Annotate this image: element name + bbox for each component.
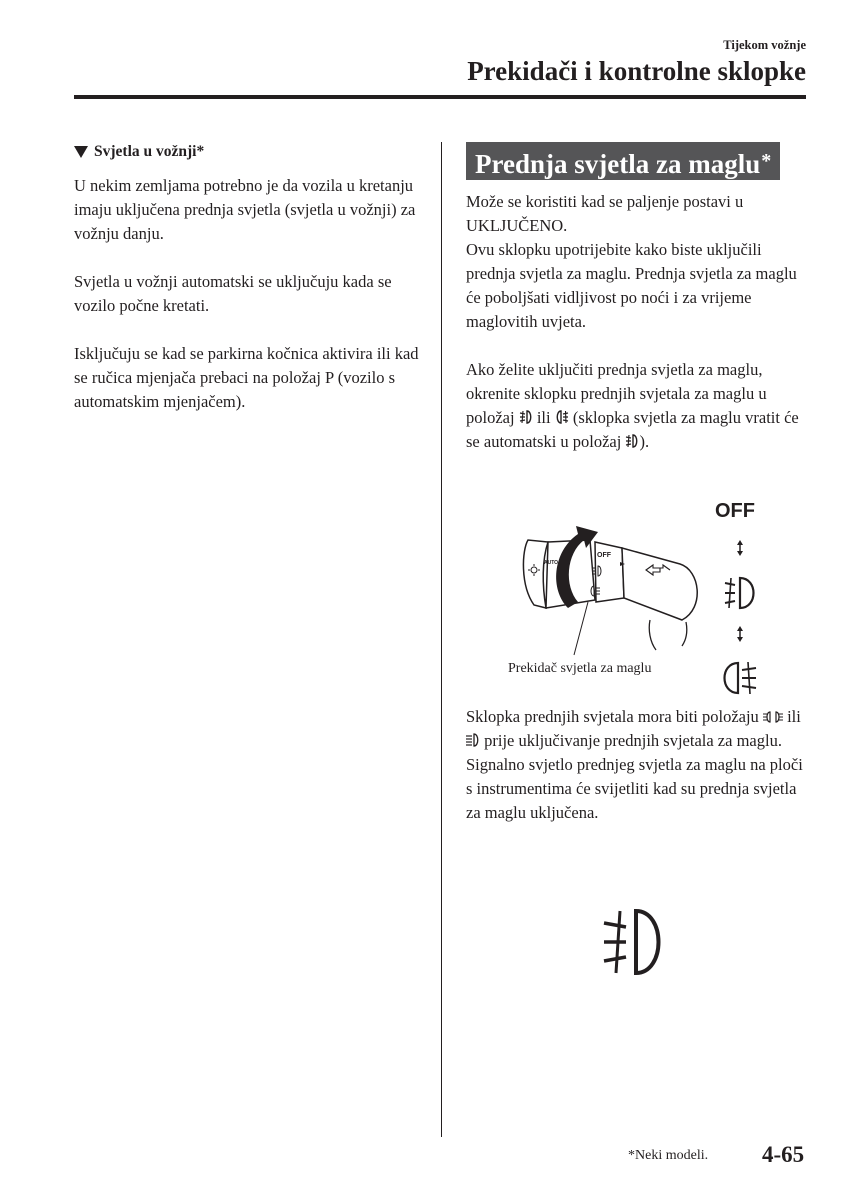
section-title-asterisk: * <box>761 150 772 172</box>
light-switch-stalk <box>523 526 697 655</box>
column-divider <box>441 142 442 1137</box>
parking-light-icon <box>763 710 783 724</box>
diagram-caption: Prekidač svjetla za maglu <box>508 661 652 676</box>
footnote: *Neki modeli. <box>628 1148 709 1163</box>
paragraph-headlight-requirement: Sklopka prednjih svjetala mora biti položaju ili prije uključivanje prednjih svjetala za maglu. <box>466 707 801 750</box>
right-column <box>466 142 811 454</box>
triangle-bullet-icon <box>74 146 88 158</box>
front-fog-light-icon <box>519 409 533 425</box>
paragraph: Ovu sklopku upotrijebite kako biste uključili prednja svjetla za maglu. Prednja svjetla za maglu će poboljšati vidljivost po noći i za vrijeme maglovitih uvjeta. <box>466 240 797 331</box>
front-fog-indicator-icon <box>600 905 670 980</box>
section-title-banner <box>466 142 780 180</box>
front-fog-light-icon <box>625 433 639 449</box>
headlight-icon <box>466 732 480 748</box>
up-down-arrow-icon <box>737 540 743 556</box>
heading-asterisk: * <box>196 143 205 160</box>
paragraph: Svjetla u vožnji automatski se uključuju kada se vozilo počne kretati. <box>74 272 392 315</box>
heading-rule <box>74 95 806 99</box>
up-down-arrow-icon <box>737 626 743 642</box>
section-label: Tijekom vožnje <box>723 38 806 52</box>
paragraph: U nekim zemljama potrebno je da vozila u kretanju imaju uključena prednja svjetla (svjetla u vožnji) za vožnju danju. <box>74 176 416 243</box>
stalk-auto-label: AUTO <box>544 560 559 566</box>
section-title: Prednja svjetla za maglu <box>475 149 761 179</box>
heading-text: Svjetla u vožnji <box>94 143 197 160</box>
paragraph-fog-instructions: Ako želite uključiti prednja svjetla za maglu, okrenite sklopku prednjih svjetala za maglu u položaj ili (sklopka svjetla za maglu vratit će se automatski u položaj ). <box>466 360 799 451</box>
daytime-lights-heading <box>74 140 419 164</box>
lower-text-block <box>466 705 811 825</box>
rear-fog-light-icon <box>725 662 757 694</box>
left-column <box>74 140 419 438</box>
page-title: Prekidači i kontrolne sklopke <box>467 56 806 86</box>
rear-fog-light-icon <box>555 409 569 425</box>
front-fog-light-icon <box>725 578 754 608</box>
paragraph: Isključuju se kad se parkirna kočnica aktivira ili kad se ručica mjenjača prebaci na položaj P (vozilo s automatskim mjenjačem). <box>74 344 419 411</box>
off-label: OFF <box>715 500 755 522</box>
stalk-off-label: OFF <box>597 552 611 559</box>
paragraph-indicator: Signalno svjetlo prednjeg svjetla za maglu na ploči s instrumentima će svijetliti kad su prednja svjetla za maglu uključena. <box>466 755 803 822</box>
paragraph: Može se koristiti kad se paljenje postavi u UKLJUČENO. <box>466 192 744 235</box>
page-number: 4-65 <box>762 1142 805 1167</box>
